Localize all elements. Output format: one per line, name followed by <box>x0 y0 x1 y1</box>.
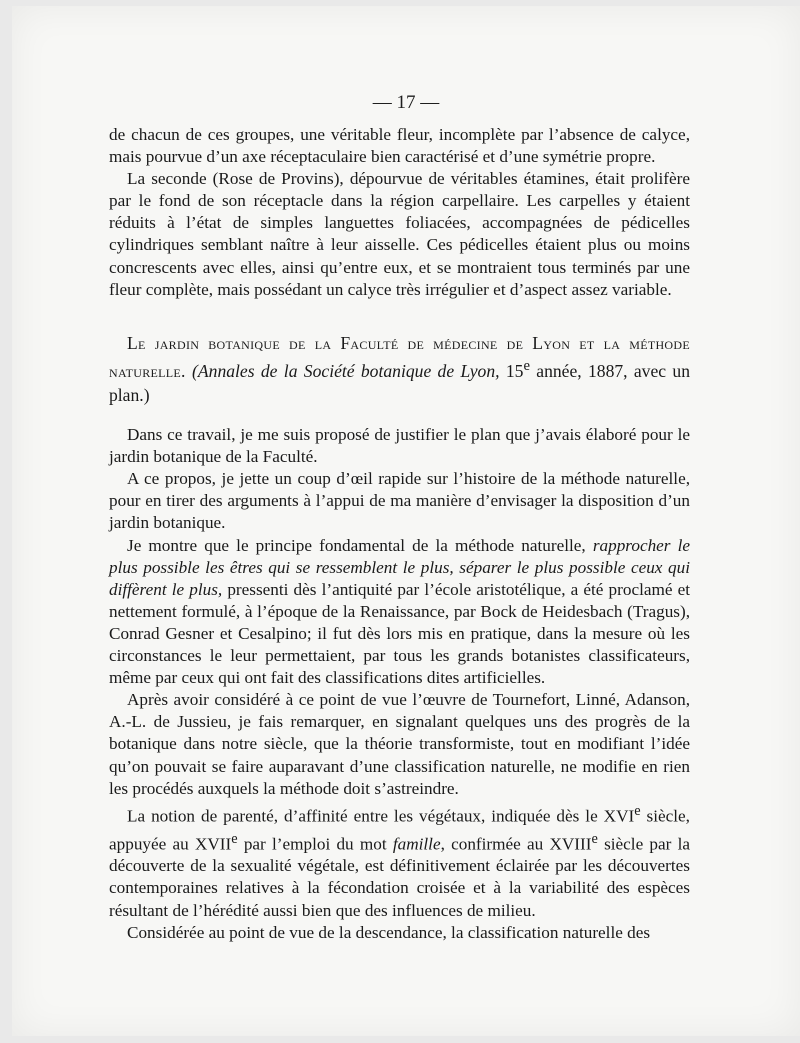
italic-maxim: rapprocher le plus possible les êtres qui se ressemblent le plus, séparer le plus possible ceux qui diffèrent le plus, <box>109 535 691 599</box>
text-run: La notion de parenté, d’affinité entre les végétaux, indiquée dès le XVI <box>127 806 635 826</box>
superscript: e <box>634 802 641 819</box>
superscript: e <box>591 830 598 847</box>
paragraph: Considérée au point de vue de la descendance, la classification naturelle des <box>127 922 651 942</box>
year-details: année, 1887, avec un plan.) <box>109 361 690 405</box>
italic-word: famille <box>392 834 441 854</box>
superscript: e <box>523 358 530 375</box>
text-run: siècle, appuyée au XVII <box>109 806 690 854</box>
paragraph: de chacun de ces groupes, une véritable fleur, incomplète par l’absence de calyce, mais pourvue d’un axe réceptaculaire bien caractérisé et d’une symétrie propre. <box>109 125 690 167</box>
article-heading <box>109 332 690 407</box>
text-run: , confirmée au XVIII <box>440 834 592 854</box>
paragraph <box>109 800 690 922</box>
year-number: 15 <box>505 361 524 382</box>
article-source: (Annales de la Société botanique de Lyon, <box>192 361 500 382</box>
book-page <box>12 6 800 1036</box>
superscript: e <box>231 830 238 847</box>
paragraph: La seconde (Rose de Provins), dépourvue de véritables étamines, était prolifère par le fond de son réceptacle dans la région carpellaire. Les carpelles y étaient réduits à l’état de simples languettes foliacées, accompagnées de pédicelles cylindriques semblant naître à leur aisselle. Ces pédicelles étaient plus ou moins concrescents avec elles, ainsi qu’entre eux, et se montraient tous terminés par une fleur complète, mais possédant un calyce très irrégulier et d’aspect assez variable. <box>109 169 690 299</box>
paragraph: Après avoir considéré à ce point de vue l’œuvre de Tournefort, Linné, Adanson, A.-L. de Jussieu, je fais remarquer, en signalant quelques uns des progrès de la botanique dans notre siècle, que la théorie transformiste, tout en modifiant l’idée qu’on pouvait se faire auparavant d’une classification naturelle, ne modifie en rien les procédés auxquels la méthode doit s’astreindre. <box>109 690 690 798</box>
paragraph <box>109 535 690 690</box>
paragraph: A ce propos, je jette un coup d’œil rapide sur l’histoire de la méthode naturelle, pour en tirer des arguments à l’appui de ma manière d’envisager la disposition d’un jardin botanique. <box>109 469 690 533</box>
page-number: — 17 — <box>372 92 440 113</box>
page-body <box>109 124 690 944</box>
text-run: siècle par la découverte de la sexualité végétale, est définitivement éclairée par les découvertes contemporaines relatives à la fécondation croisée et à la variabilité des espèces résultant de l’hérédité aussi bien que des influences de milieu. <box>109 834 691 920</box>
text-run: pressenti dès l’antiquité par l’école aristotélique, a été proclamé et nettement formulé, à l’époque de la Renaissance, par Bock de Heidesbach (Tragus), Conrad Gesner et Cesalpino; il fut dès lors mis en pratique, dans la mesure où les circonstances le leur permettaient, par tous les grands botanistes classificateurs, même par ceux qui ont fait des classifications dites artificielles. <box>109 579 691 688</box>
text-run: par l’emploi du mot <box>237 834 393 854</box>
text-run: Je montre que le principe fondamental de la méthode naturelle, <box>127 535 593 555</box>
paragraph: Dans ce travail, je me suis proposé de justifier le plan que j’avais élaboré pour le jardin botanique de la Faculté. <box>109 425 690 467</box>
article-title: Le jardin botanique de la Faculté de médecine de Lyon et la méthode naturelle. <box>109 332 690 382</box>
